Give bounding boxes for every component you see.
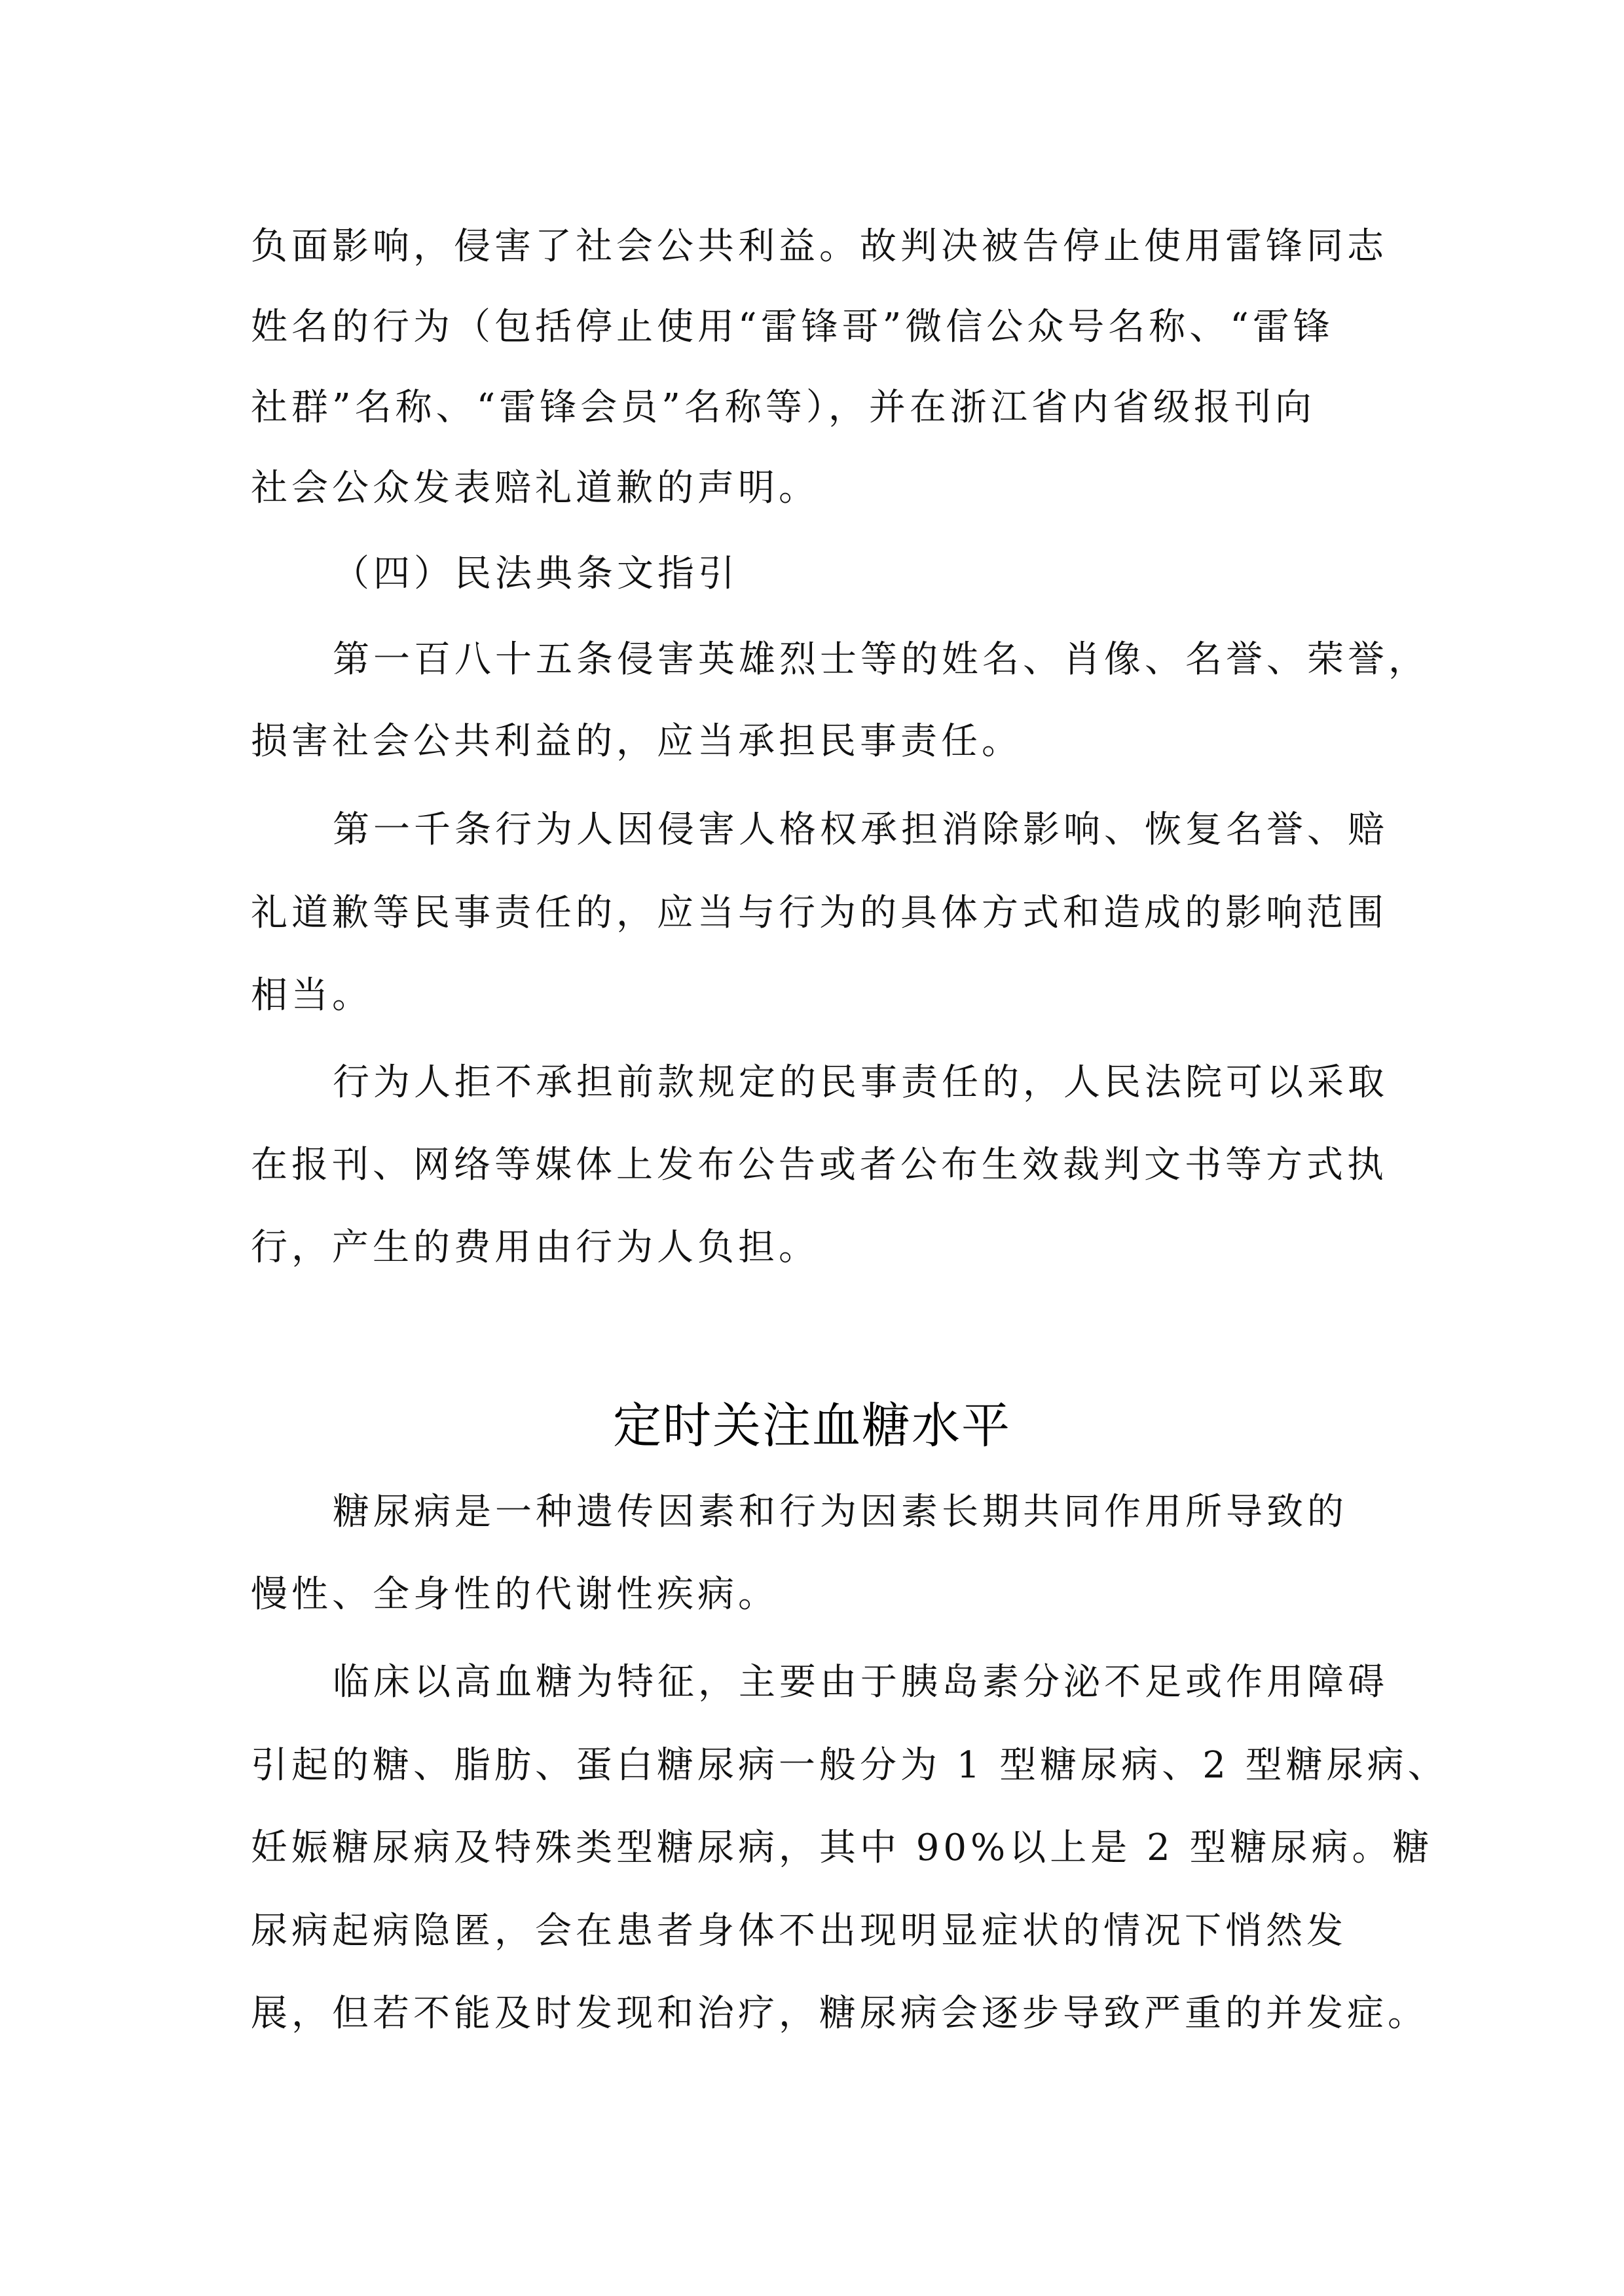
paragraph-line: 礼道歉等民事责任的，应当与行为的具体方式和造成的影响范围 bbox=[251, 892, 1388, 934]
paragraph-line: 慢性、全身性的代谢性疾病。 bbox=[251, 1573, 779, 1616]
paragraph-line: 在报刊、网络等媒体上发布公告或者公布生效裁判文书等方式执 bbox=[251, 1144, 1388, 1186]
paragraph-line: 社群”名称、“雷锋会员”名称等），并在浙江省内省级报刊向 bbox=[251, 386, 1316, 429]
paragraph-line: 姓名的行为（包括停止使用“雷锋哥”微信公众号名称、“雷锋 bbox=[251, 306, 1334, 348]
paragraph-line: 行为人拒不承担前款规定的民事责任的，人民法院可以采取 bbox=[333, 1061, 1388, 1104]
paragraph-line: 糖尿病是一种遗传因素和行为因素长期共同作用所导致的 bbox=[333, 1491, 1348, 1533]
paragraph-line: 第一千条行为人因侵害人格权承担消除影响、恢复名誉、赔 bbox=[333, 809, 1388, 851]
paragraph-line: 尿病起病隐匿，会在患者身体不出现明显症状的情况下悄然发 bbox=[251, 1910, 1347, 1952]
paragraph-line: 临床以高血糖为特征，主要由于胰岛素分泌不足或作用障碍 bbox=[333, 1661, 1388, 1704]
paragraph-line: 引起的糖、脂肪、蛋白糖尿病一般分为 1 型糖尿病、2 型糖尿病、 bbox=[251, 1744, 1449, 1787]
paragraph-line: 相当。 bbox=[251, 974, 373, 1017]
paragraph-line: 第一百八十五条侵害英雄烈士等的姓名、肖像、名誉、荣誉， bbox=[333, 638, 1429, 681]
paragraph-line: 损害社会公共利益的，应当承担民事责任。 bbox=[251, 720, 1022, 763]
paragraph-line: 妊娠糖尿病及特殊类型糖尿病，其中 90%以上是 2 型糖尿病。糖 bbox=[251, 1827, 1433, 1869]
paragraph-line: 行，产生的费用由行为人负担。 bbox=[251, 1226, 819, 1269]
article-title: 定时关注血糖水平 bbox=[613, 1398, 1011, 1454]
paragraph-line: 展，但若不能及时发现和治疗，糖尿病会逐步导致严重的并发症。 bbox=[251, 1992, 1428, 2035]
paragraph-line: 负面影响，侵害了社会公共利益。故判决被告停止使用雷锋同志 bbox=[251, 225, 1388, 268]
paragraph-line: 社会公众发表赔礼道歉的声明。 bbox=[251, 467, 819, 509]
section-subheading: （四）民法典条文指引 bbox=[333, 553, 739, 595]
